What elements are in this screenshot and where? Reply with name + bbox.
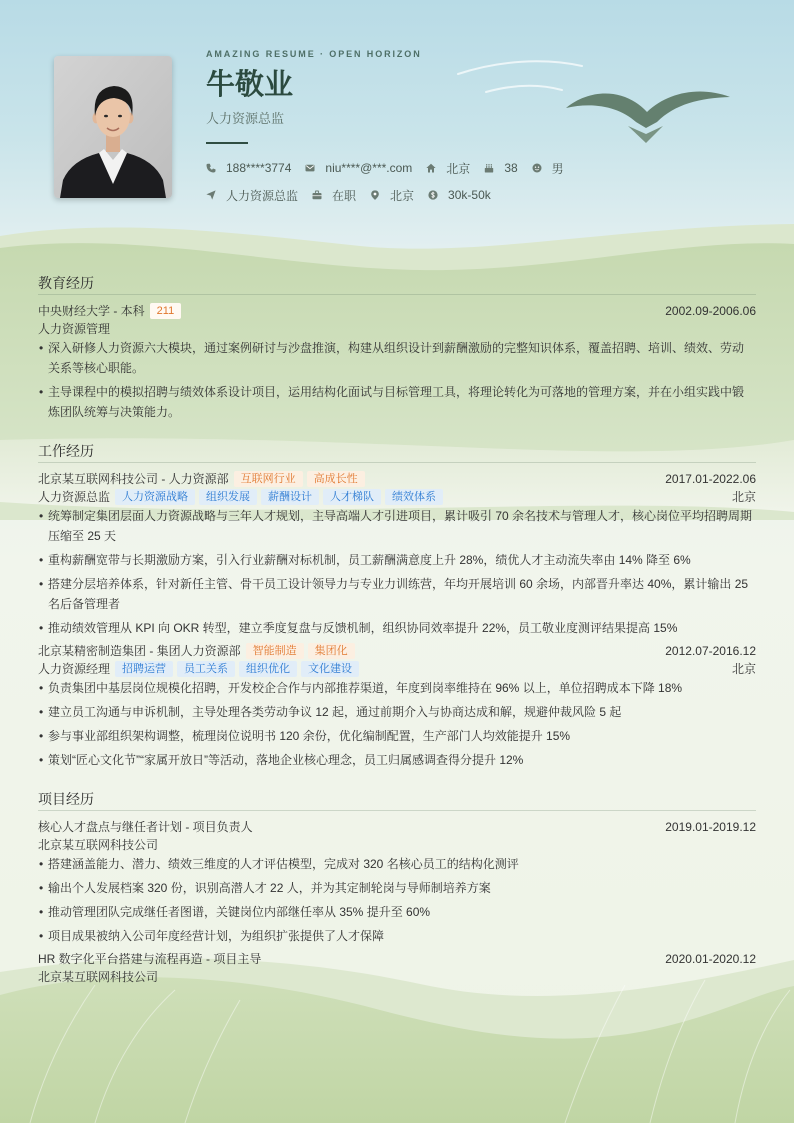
contact-text: 人力资源总监: [226, 188, 299, 203]
skill-tag: 组织发展: [199, 489, 257, 505]
work-company: 北京某互联网科技公司 - 人力资源部: [38, 472, 229, 486]
work-section: [38, 443, 756, 774]
industry-tags: [246, 643, 359, 659]
gender-icon: [532, 163, 542, 173]
work-date: 2012.07-2016.12: [665, 644, 756, 658]
skill-tag: 绩效体系: [385, 489, 443, 505]
education-school-group: [38, 302, 185, 320]
expected-salary: [428, 188, 491, 202]
bird-icon: [560, 80, 736, 150]
industry-tag: 智能制造: [246, 643, 304, 659]
skill-tag: 招聘运营: [115, 661, 173, 677]
work-location: 北京: [731, 662, 756, 676]
school-tags: [150, 303, 186, 319]
contact-gender: [532, 160, 564, 177]
contact-text: 男: [551, 161, 564, 176]
contact-phone: [206, 161, 291, 175]
project-entry: [38, 818, 756, 946]
industry-tag: 互联网行业: [234, 471, 303, 487]
contact-text: 188****3774: [226, 161, 292, 175]
bullet-item: • 建立员工沟通与申诉机制，主导处理各类劳动争议 12 起，通过前期介入与协商达成和解，规避仲裁风险 5 起: [38, 702, 755, 722]
project-company: 北京某互联网科技公司: [38, 838, 159, 852]
work-position-group: [38, 488, 447, 506]
work-position: 人力资源经理: [38, 662, 111, 676]
work-company-row: [38, 642, 756, 660]
header-divider: [206, 142, 248, 144]
bullet-item: • 重构薪酬宽带与长期激励方案，引入行业薪酬对标机制，员工薪酬满意度上升 28%，绩优人才主动流失率由 14% 降至 6%: [38, 550, 755, 570]
project-section: [38, 791, 756, 986]
contact-text: niu****@***.com: [325, 161, 413, 175]
candidate-title: 人力资源总监: [206, 111, 285, 126]
phone-icon: [206, 163, 216, 173]
skill-tag: 薪酬设计: [261, 489, 319, 505]
education-date: 2002.09-2006.06: [665, 304, 756, 318]
project-title-row: [38, 818, 756, 836]
contact-age: [484, 161, 517, 175]
bullet-item: • 策划“匠心文化节”“家属开放日”等活动，落地企业核心理念，员工归属感调查得分提升 12%: [38, 750, 755, 770]
section-title-projects: 项目经历: [38, 791, 756, 811]
education-header-row: [38, 302, 756, 320]
education-bullet-list: [38, 338, 756, 422]
project-company-row: [38, 836, 756, 854]
work-bullet-list: [38, 506, 756, 638]
resume-tagline: AMAZING RESUME · OPEN HORIZON: [206, 49, 422, 59]
project-company-row: [38, 968, 756, 986]
send-icon: [206, 190, 216, 200]
location-icon: [370, 190, 380, 200]
project-title-row: [38, 950, 756, 968]
project-title: HR 数字化平台搭建与流程再造 - 项目主导: [38, 952, 262, 966]
bullet-item: • 输出个人发展档案 320 份，识别高潜人才 22 人，并为其定制轮岗与导师制培养方案: [38, 878, 755, 898]
contact-email: [305, 161, 412, 175]
bullet-item: • 参与事业部组织架构调整，梳理岗位说明书 120 余份，优化编制配置，生产部门人均效能提升 15%: [38, 726, 755, 746]
education-section: [38, 275, 756, 426]
briefcase-icon: [312, 190, 322, 200]
mail-icon: [305, 163, 315, 173]
work-date: 2017.01-2022.06: [665, 472, 756, 486]
work-entry: [38, 470, 756, 638]
contact-text: 北京: [390, 188, 415, 203]
section-title-education: 教育经历: [38, 275, 756, 295]
skill-tag: 人才梯队: [323, 489, 381, 505]
education-entry: [38, 302, 756, 422]
section-title-work: 工作经历: [38, 443, 756, 463]
industry-tags: [234, 471, 369, 487]
work-company: 北京某精密制造集团 - 集团人力资源部: [38, 644, 241, 658]
industry-tag: 高成长性: [307, 471, 365, 487]
work-bullet-list: [38, 678, 756, 770]
candidate-name: 牛敬业: [206, 69, 294, 101]
contact-city: [426, 160, 470, 177]
work-position-group: [38, 660, 363, 678]
contact-text: 北京: [446, 161, 471, 176]
school-tag: 211: [150, 303, 182, 319]
education-major: 人力资源管理: [38, 322, 111, 336]
work-company-group: [38, 470, 369, 488]
work-location: 北京: [731, 490, 756, 504]
contact-row-1: [206, 160, 578, 176]
job-target: [206, 187, 298, 204]
bullet-item: • 搭建涵盖能力、潜力、绩效三维度的人才评估模型，完成对 320 名核心员工的结构化测评: [38, 854, 755, 874]
cake-icon: [484, 163, 494, 173]
work-company-group: [38, 642, 359, 660]
skill-tag: 文化建设: [301, 661, 359, 677]
industry-tag: 集团化: [308, 643, 355, 659]
project-company: 北京某互联网科技公司: [38, 970, 159, 984]
contact-text: 在职: [332, 188, 357, 203]
work-company-row: [38, 470, 756, 488]
skill-tags: [115, 661, 363, 677]
skill-tag: 人力资源战略: [115, 489, 195, 505]
profile-photo: [54, 56, 172, 198]
bullet-item: • 项目成果被纳入公司年度经营计划，为组织扩张提供了人才保障: [38, 926, 755, 946]
skill-tags: [115, 489, 447, 505]
project-entry: [38, 950, 756, 986]
skill-tag: 组织优化: [239, 661, 297, 677]
bullet-item: • 推动绩效管理从 KPI 向 OKR 转型，建立季度复盘与反馈机制，组织协同效率提升 22%，员工敬业度测评结果提高 15%: [38, 618, 755, 638]
bullet-item: • 推动管理团队完成继任者图谱，关键岗位内部继任率从 35% 提升至 60%: [38, 902, 755, 922]
bullet-item: • 统筹制定集团层面人力资源战略与三年人才规划，主导高端人才引进项目，累计吸引 70 余名技术与管理人才，核心岗位平均招聘周期压缩至 25 天: [38, 506, 755, 546]
bullet-item: • 负责集团中基层岗位规模化招聘，开发校企合作与内部推荐渠道，年度到岗率维持在 96% 以上，单位招聘成本下降 18%: [38, 678, 755, 698]
contact-row-2: [206, 187, 505, 203]
project-date: 2019.01-2019.12: [665, 820, 756, 834]
bullet-item: • 深入研修人力资源六大模块，通过案例研讨与沙盘推演，构建从组织设计到薪酬激励的完整知识体系，覆盖招聘、培训、绩效、劳动关系等核心职能。: [38, 338, 755, 378]
work-position: 人力资源总监: [38, 490, 111, 504]
project-title: 核心人才盘点与继任者计划 - 项目负责人: [38, 820, 253, 834]
project-bullet-list: [38, 854, 756, 946]
bullet-item: • 搭建分层培养体系，针对新任主管、骨干员工设计领导力与专业力训练营，年均开展培训 60 余场，内部晋升率达 40%，累计输出 25 名后备管理者: [38, 574, 755, 614]
contact-text: 30k-50k: [448, 188, 491, 202]
work-position-row: [38, 660, 756, 678]
skill-tag: 员工关系: [177, 661, 235, 677]
contact-text: 38: [504, 161, 518, 175]
education-major-row: [38, 320, 756, 338]
project-date: 2020.01-2020.12: [665, 952, 756, 966]
money-icon: [428, 190, 438, 200]
school-degree: 中央财经大学 - 本科: [38, 304, 145, 318]
bullet-item: • 主导课程中的模拟招聘与绩效体系设计项目，运用结构化面试与目标管理工具，将理论转化为可落地的管理方案，并在小组实践中锻炼团队统筹与决策能力。: [38, 382, 755, 422]
job-location: [370, 187, 414, 204]
home-icon: [426, 163, 436, 173]
work-entry: [38, 642, 756, 770]
work-position-row: [38, 488, 756, 506]
job-status: [312, 187, 356, 204]
